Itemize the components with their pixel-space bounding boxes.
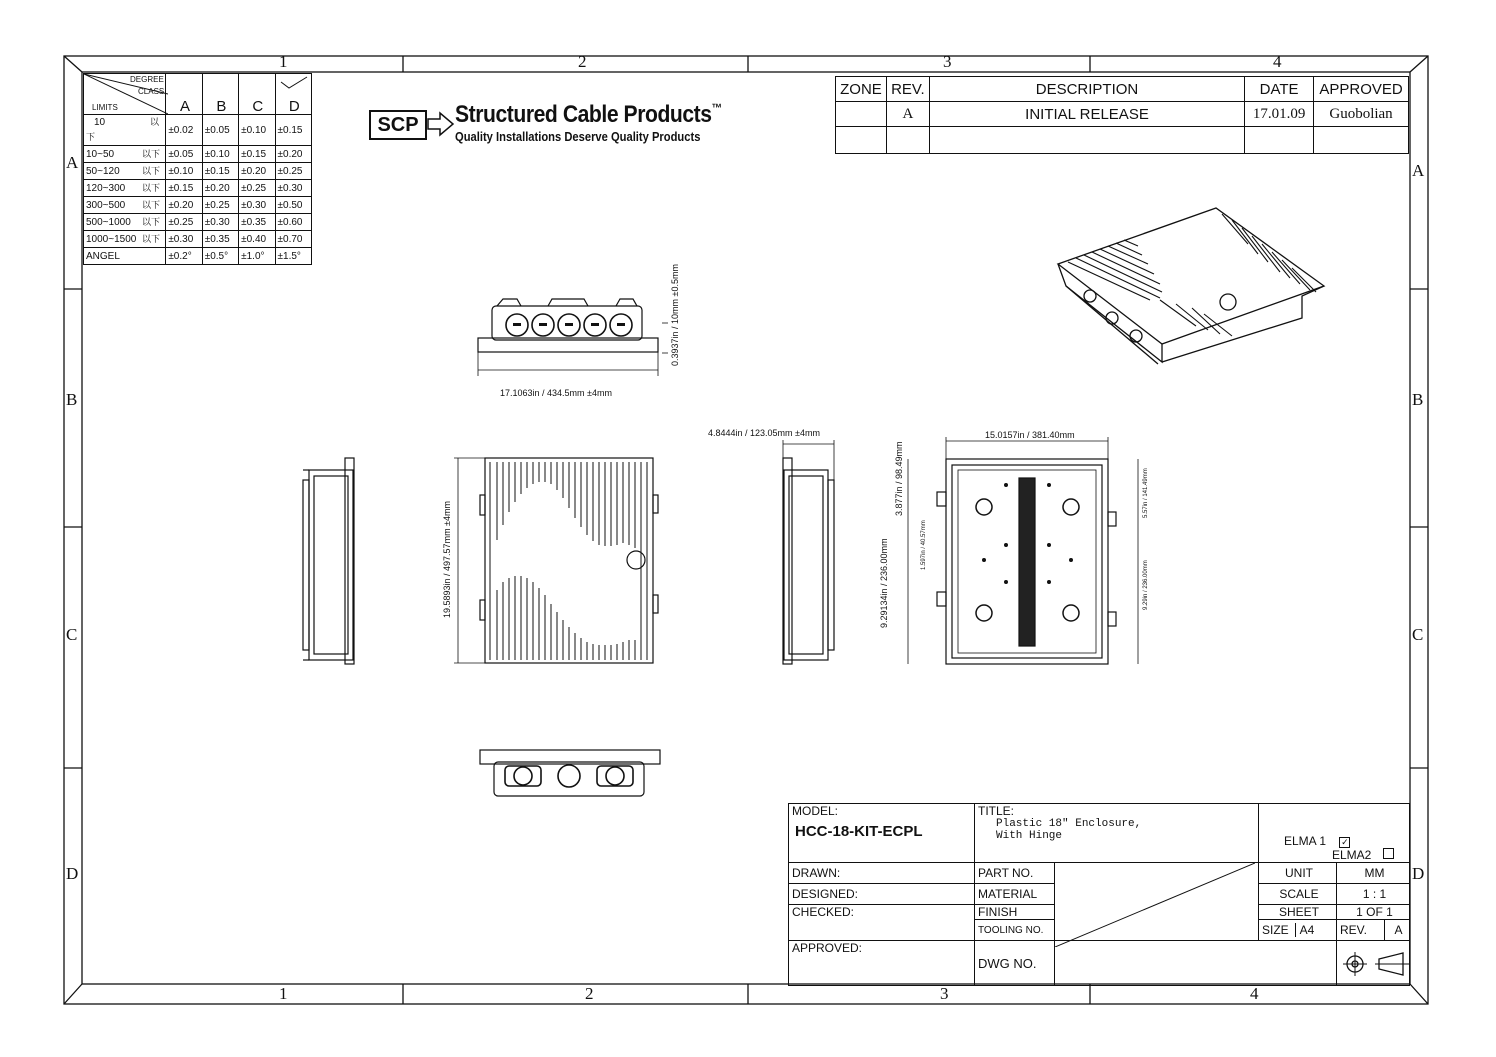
column-label-bottom-4: 4 — [1250, 984, 1259, 1003]
column-label-top-1: 1 — [279, 52, 288, 71]
designed-label: DESIGNED: — [789, 884, 975, 905]
value-cell: ±0.30 — [239, 197, 275, 214]
dim-inner-height-a: 3.877in / 98.49mm — [894, 441, 904, 516]
scale-value: 1 : 1 — [1337, 884, 1410, 905]
column-label-bottom-1: 1 — [279, 984, 288, 1003]
tolerance-corner — [84, 74, 166, 115]
part-no-label: PART NO. — [975, 863, 1055, 884]
left-side-view — [303, 458, 354, 664]
top-view — [478, 299, 668, 376]
value-cell: ±0.5° — [202, 248, 238, 265]
limits-label: LIMITS — [92, 103, 118, 112]
row-label-right-a: A — [1412, 161, 1425, 180]
value-cell: ±0.15 — [202, 163, 238, 180]
limit-cell: 300~500 以下 — [84, 197, 166, 214]
revision-table — [835, 76, 1409, 154]
limit-cell: ANGEL — [84, 248, 166, 265]
projection-symbol-icon — [1343, 949, 1419, 979]
row-label-right-b: B — [1412, 390, 1424, 409]
dim-top-width: 17.1063in / 434.5mm ±4mm — [500, 388, 612, 398]
value-cell: ±0.25 — [275, 163, 311, 180]
value-cell: ±0.15 — [166, 180, 202, 197]
model-cell — [789, 804, 975, 863]
bottom-view — [480, 750, 660, 796]
table-row — [84, 163, 312, 180]
table-row — [84, 231, 312, 248]
table-row — [836, 102, 1409, 127]
unit-value: MM — [1337, 863, 1410, 884]
class-d-header — [275, 74, 311, 115]
table-row — [84, 146, 312, 163]
elma1-label: ELMA 1 — [1284, 834, 1327, 848]
table-row — [84, 180, 312, 197]
size-label: SIZE — [1262, 923, 1289, 937]
limit-cell: 50~120 以下 — [84, 163, 166, 180]
value-cell: ±0.25 — [202, 197, 238, 214]
title-label: TITLE: — [978, 804, 1015, 818]
column-label-bottom-2: 2 — [585, 984, 594, 1003]
class-a-header: A — [166, 74, 202, 115]
isometric-view — [1058, 208, 1324, 364]
material-label: MATERIAL — [975, 884, 1055, 905]
value-cell: ±0.30 — [166, 231, 202, 248]
date-cell: 17.01.09 — [1245, 102, 1314, 127]
rev-header: REV. — [886, 77, 929, 102]
elma-row — [1259, 834, 1410, 863]
drawn-label: DRAWN: — [789, 863, 975, 884]
checked-label: CHECKED: — [789, 905, 975, 941]
approved-header: APPROVED — [1314, 77, 1409, 102]
checkmark-icon — [279, 76, 309, 90]
limit-cell: 120~300 以下 — [84, 180, 166, 197]
approved-cell: Guobolian — [1314, 102, 1409, 127]
row-label-right-c: C — [1412, 625, 1424, 644]
title-block — [788, 803, 1410, 986]
size-value: A4 — [1295, 923, 1315, 937]
row-label-left-c: C — [66, 625, 78, 644]
rev-label: REV. — [1337, 920, 1385, 941]
value-cell: ±0.20 — [239, 163, 275, 180]
diagonal-cell — [1055, 863, 1259, 941]
unit-label: UNIT — [1259, 863, 1337, 884]
elma2-label: ELMA2 — [1332, 848, 1372, 862]
value-cell: ±0.25 — [239, 180, 275, 197]
table-row — [84, 214, 312, 231]
column-label-bottom-3: 3 — [940, 984, 949, 1003]
title-line-1: Plastic 18" Enclosure, — [996, 818, 1142, 830]
table-row — [84, 115, 312, 146]
projection-cell — [1337, 941, 1410, 986]
tolerance-table — [83, 73, 312, 265]
limit-cell: 1000~1500 以下 — [84, 231, 166, 248]
diagonal-line — [1055, 863, 1255, 947]
model-label: MODEL: — [792, 804, 839, 818]
value-cell: ±0.20 — [202, 180, 238, 197]
sheet-label: SHEET — [1259, 905, 1337, 920]
tooling-no-label: TOOLING NO. — [975, 920, 1055, 941]
value-cell: ±0.35 — [202, 231, 238, 248]
dim-inner-small: 1.597in / 40.57mm — [921, 520, 927, 570]
elma2-checkbox[interactable] — [1383, 848, 1394, 859]
dim-right-b: 9.29in / 236.00mm — [1143, 560, 1149, 610]
row-label-left-b: B — [66, 390, 78, 409]
rev-cell: A — [886, 102, 929, 127]
rev-value: A — [1385, 920, 1410, 941]
table-row — [84, 248, 312, 265]
description-cell: INITIAL RELEASE — [929, 102, 1244, 127]
value-cell: ±0.35 — [239, 214, 275, 231]
zone-cell — [836, 102, 887, 127]
row-label-left-d: D — [66, 864, 79, 883]
value-cell: ±0.30 — [275, 180, 311, 197]
value-cell: ±0.70 — [275, 231, 311, 248]
limit-cell: 10 以下 — [84, 115, 166, 146]
row-label-left-a: A — [66, 153, 79, 172]
value-cell: ±0.20 — [275, 146, 311, 163]
value-cell: ±0.15 — [239, 146, 275, 163]
value-cell: ±0.10 — [239, 115, 275, 146]
front-view — [454, 458, 658, 663]
value-cell: ±1.0° — [239, 248, 275, 265]
zone-header: ZONE — [836, 77, 887, 102]
class-b-header: B — [202, 74, 238, 115]
value-cell: ±0.15 — [275, 115, 311, 146]
logo-tagline: Quality Installations Deserve Quality Products — [455, 129, 701, 144]
value-cell: ±0.50 — [275, 197, 311, 214]
sheet-value: 1 OF 1 — [1337, 905, 1410, 920]
column-label-top-2: 2 — [578, 52, 587, 71]
date-header: DATE — [1245, 77, 1314, 102]
right-side-view — [783, 440, 834, 664]
dim-top-height: 0.3937in / 10mm ±0.5mm — [670, 264, 680, 366]
value-cell: ±0.60 — [275, 214, 311, 231]
dim-inner-height-b: 9.29134in / 236.00mm — [879, 538, 889, 628]
value-cell: ±0.05 — [166, 146, 202, 163]
value-cell: ±1.5° — [275, 248, 311, 265]
approved-label: APPROVED: — [789, 941, 975, 986]
row-label-right-d: D — [1412, 864, 1425, 883]
logo-badge: SCP — [369, 110, 427, 140]
description-header: DESCRIPTION — [929, 77, 1244, 102]
elma1-checkbox[interactable]: ✓ — [1341, 837, 1349, 847]
value-cell: ±0.02 — [166, 115, 202, 146]
column-label-top-3: 3 — [943, 52, 952, 71]
class-label: CLASS — [138, 87, 165, 96]
title-cell — [975, 804, 1259, 863]
logo-name: Structured Cable Products™ — [455, 101, 722, 128]
size-cell — [1259, 920, 1337, 941]
limit-cell: 10~50 以下 — [84, 146, 166, 163]
model-value: HCC-18-KIT-ECPL — [795, 823, 923, 840]
value-cell: ±0.2° — [166, 248, 202, 265]
inside-view — [908, 437, 1138, 664]
value-cell: ±0.20 — [166, 197, 202, 214]
dim-inner-width: 15.0157in / 381.40mm — [985, 430, 1075, 440]
limit-cell: 500~1000 以下 — [84, 214, 166, 231]
dim-front-height: 19.5893in / 497.57mm ±4mm — [442, 501, 452, 618]
value-cell: ±0.05 — [202, 115, 238, 146]
degree-label: DEGREE — [130, 75, 164, 84]
value-cell: ±0.30 — [202, 214, 238, 231]
class-d-label: D — [288, 98, 300, 115]
title-line-2: With Hinge — [996, 830, 1063, 842]
dwg-no-label: DWG NO. — [975, 941, 1055, 986]
scale-label: SCALE — [1259, 884, 1337, 905]
value-cell: ±0.10 — [166, 163, 202, 180]
column-label-top-4: 4 — [1273, 52, 1282, 71]
finish-label: FINISH — [975, 905, 1055, 920]
class-c-header: C — [239, 74, 275, 115]
value-cell: ±0.40 — [239, 231, 275, 248]
table-row — [84, 197, 312, 214]
dim-depth: 4.8444in / 123.05mm ±4mm — [708, 428, 820, 438]
arrow-icon — [426, 111, 456, 137]
dim-right-a: 5.57in / 141.49mm — [1143, 468, 1149, 518]
value-cell: ±0.10 — [202, 146, 238, 163]
value-cell: ±0.25 — [166, 214, 202, 231]
